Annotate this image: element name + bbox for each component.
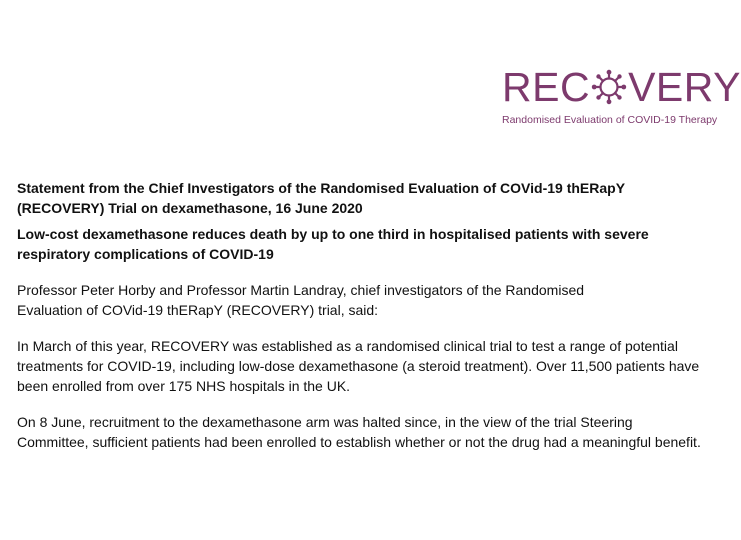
logo-wordmark (502, 64, 741, 110)
statement-subtitle: Low-cost dexamethasone reduces death by up to one third in hospitalised patients with severe respiratory complications of COVID-19 (17, 226, 649, 262)
logo-word-end: VERY (628, 64, 741, 110)
virus-icon (591, 69, 627, 105)
logo-tagline: Randomised Evaluation of COVID-19 Therapy (502, 114, 718, 126)
statement-paragraph: On 8 June, recruitment to the dexamethasone arm was halted since, in the view of the trial Steering Committee, sufficient patients had been enrolled to establish whether or not the drug had a meaningful benefit. (17, 414, 701, 450)
statement-title: Statement from the Chief Investigators of the Randomised Evaluation of COVid-19 thERapY (RECOVERY) Trial on dexamethasone, 16 June 2020 (17, 180, 625, 216)
logo-word-start: REC (502, 64, 591, 110)
statement-body (17, 178, 707, 452)
recovery-logo (500, 64, 741, 134)
statement-paragraph: In March of this year, RECOVERY was established as a randomised clinical trial to test a range of potential treatments for COVID-19, including low-dose dexamethasone (a steroid treatment). Over 11,500 patients have been enrolled from over 175 NHS hospitals in the UK. (17, 338, 700, 394)
statement-paragraph: Professor Peter Horby and Professor Martin Landray, chief investigators of the Randomised Evaluation of COVid-19 thERapY (RECOVERY) trial, said: (17, 282, 585, 318)
